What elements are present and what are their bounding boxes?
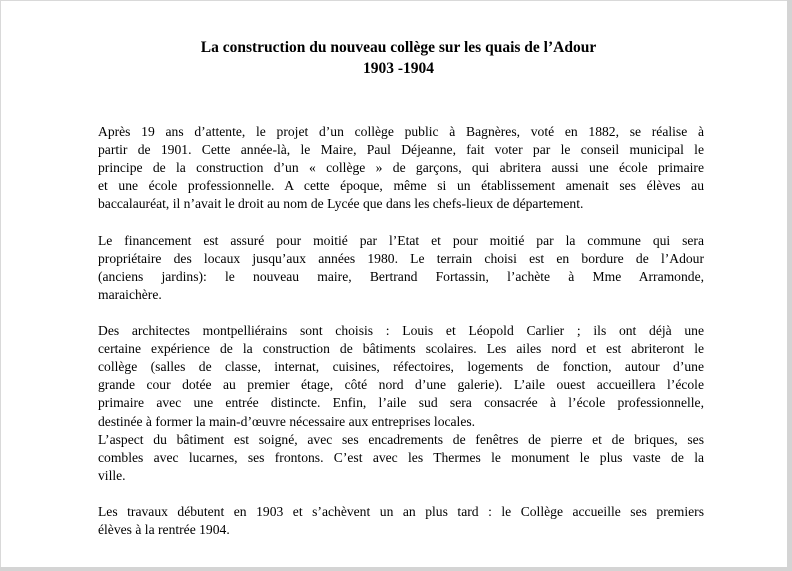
text-line: L’aspect du bâtiment est soigné, avec ses encadrements de fenêtres de pierre et de briques, ses (98, 431, 704, 447)
text-line: combles avec lucarnes, ses frontons. C’est avec les Thermes le monument le plus vaste de la (98, 449, 704, 465)
paragraph-1 (98, 123, 704, 213)
title-line-2: 1903 -1904 (362, 60, 435, 77)
document-body (98, 123, 704, 539)
paragraph-3 (98, 322, 704, 431)
page-frame-right (787, 0, 792, 571)
title-line-1: La construction du nouveau collège sur les quais de l’Adour (200, 39, 597, 56)
text-line: partir de 1901. Cette année-là, le Maire, Paul Déjeanne, fait voter par le conseil municipal le (98, 142, 704, 158)
text-line: Après 19 ans d’attente, le projet d’un collège public à Bagnères, voté en 1882, se réalise à (98, 124, 704, 139)
text-line: élèves à la rentrée 1904. (98, 522, 230, 538)
text-line: certaine expérience de la construction de bâtiments scolaires. Les ailes nord et est abriteront le (98, 341, 704, 357)
text-line: grande cour dotée au premier étage, côté nord d’une galerie). L’aile ouest accueillera l’école (98, 377, 704, 393)
text-line: (anciens jardins): le nouveau maire, Bertrand Fortassin, l’achète à Mme Arramonde, (98, 268, 704, 284)
text-line: et une école professionnelle. A cette époque, même si un établissement amenait ses élèves au (98, 178, 704, 194)
text-line: Le financement est assuré pour moitié par l’Etat et pour moitié par la commune qui sera (98, 232, 704, 248)
paragraph-4 (98, 431, 704, 485)
document-title (0, 37, 792, 79)
text-line: Des architectes montpelliérains sont choisis : Louis et Léopold Carlier ; ils ont déjà une (98, 323, 704, 339)
page-frame-bottom (0, 567, 792, 571)
text-line: Les travaux débutent en 1903 et s’achèvent un an plus tard : le Collège accueille ses premiers (98, 503, 704, 519)
paragraph-5 (98, 503, 704, 539)
text-line: collège (salles de classe, internat, cuisines, réfectoires, logements de fonction, autour d’une (98, 359, 704, 375)
paragraph-2 (98, 232, 704, 304)
text-line: maraichère. (98, 286, 162, 302)
text-line: principe de la construction d’un « collège » de garçons, qui abritera aussi une école primaire (98, 160, 704, 176)
text-line: propriétaire des locaux jusqu’aux années 1980. Le terrain choisi est en bordure de l’Adour (98, 250, 704, 266)
text-line: primaire avec une entrée distincte. Enfin, l’aile sud sera consacrée à l’école professionnelle, (98, 395, 704, 411)
text-line: baccalauréat, il n’avait le droit au nom de Lycée que dans les chefs-lieux de département. (98, 196, 584, 212)
text-line: ville. (98, 467, 126, 483)
text-line: destinée à former la main-d’œuvre nécessaire aux entreprises locales. (98, 413, 476, 429)
